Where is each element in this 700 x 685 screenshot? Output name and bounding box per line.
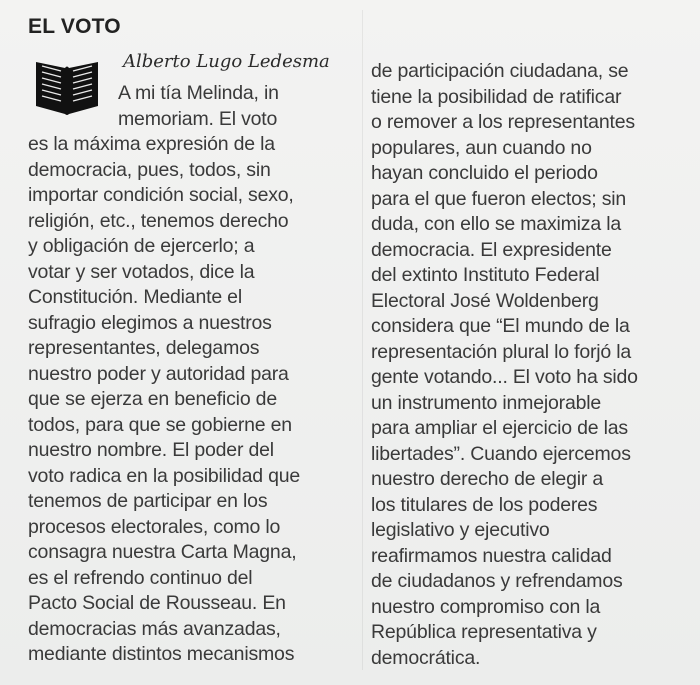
text-line: democracia, pues, todos, sin	[28, 158, 271, 181]
text-line: reafirmamos nuestra calidad	[371, 544, 612, 567]
text-line: Electoral José Woldenberg	[371, 289, 599, 312]
text-line: los titulares de los poderes	[371, 493, 598, 516]
text-line: mediante distintos mecanismos	[28, 643, 295, 665]
text-line: Pacto Social de Rousseau. En	[28, 592, 286, 614]
headline: EL VOTO	[28, 15, 121, 38]
text-line: populares, aun cuando no	[371, 136, 592, 159]
text-line: procesos electorales, como lo	[28, 515, 281, 538]
text-line: consagra nuestra Carta Magna,	[28, 541, 297, 563]
text-line: Constitución. Mediante el	[28, 286, 242, 308]
column-divider	[362, 10, 363, 670]
text-line: tiene la posibilidad de ratificar	[371, 85, 622, 108]
text-line: duda, con ello se maximiza la	[371, 213, 621, 235]
text-line: de participación ciudadana, se	[371, 60, 629, 82]
text-line: nuestro compromiso con la	[371, 595, 601, 618]
text-line: religión, etc., tenemos derecho	[28, 209, 289, 232]
text-line: del extinto Instituto Federal	[371, 264, 600, 286]
text-line: nuestro poder y autoridad para	[28, 362, 289, 385]
open-book-icon	[34, 56, 100, 116]
text-line: considera que “El mundo de la	[371, 315, 630, 337]
text-line: hayan concluido el periodo	[371, 162, 598, 184]
text-line: para el que fueron electos; sin	[371, 187, 627, 210]
text-line: nuestro nombre. El poder del	[28, 439, 274, 461]
text-line: votar y ser votados, dice la	[28, 260, 255, 283]
text-line: A mi tía Melinda, in	[118, 82, 279, 104]
text-line: libertades”. Cuando ejercemos	[371, 442, 631, 465]
text-line: gente votando... El voto ha sido	[371, 366, 638, 388]
text-line: para ampliar el ejercicio de las	[371, 417, 628, 439]
text-line: sufragio elegimos a nuestros	[28, 311, 272, 334]
text-line: memoriam. El voto	[118, 107, 278, 130]
text-line: tenemos de participar en los	[28, 490, 268, 512]
author-byline: Alberto Lugo Ledesma	[123, 51, 330, 72]
text-line: importar condición social, sexo,	[28, 184, 294, 206]
text-line: democracia. El expresidente	[371, 238, 612, 261]
text-line: nuestro derecho de elegir a	[371, 468, 604, 490]
text-line: representación plural lo forjó la	[371, 340, 632, 363]
text-line: República representativa y	[371, 621, 597, 643]
text-line: representantes, delegamos	[28, 337, 260, 359]
text-line: legislativo y ejecutivo	[371, 519, 550, 541]
text-line: es la máxima expresión de la	[28, 133, 275, 155]
text-line: un instrumento inmejorable	[371, 391, 602, 414]
text-line: de ciudadanos y refrendamos	[371, 570, 623, 592]
text-line: o remover a los representantes	[371, 111, 635, 133]
text-line: democrática.	[371, 646, 481, 669]
text-line: es el refrendo continuo del	[28, 566, 253, 589]
text-line: voto radica en la posibilidad que	[28, 464, 301, 487]
text-line: que se ejerza en beneficio de	[28, 388, 277, 410]
text-line: democracias más avanzadas,	[28, 617, 281, 640]
text-line: todos, para que se gobierne en	[28, 413, 292, 436]
text-line: y obligación de ejercerlo; a	[28, 235, 255, 257]
